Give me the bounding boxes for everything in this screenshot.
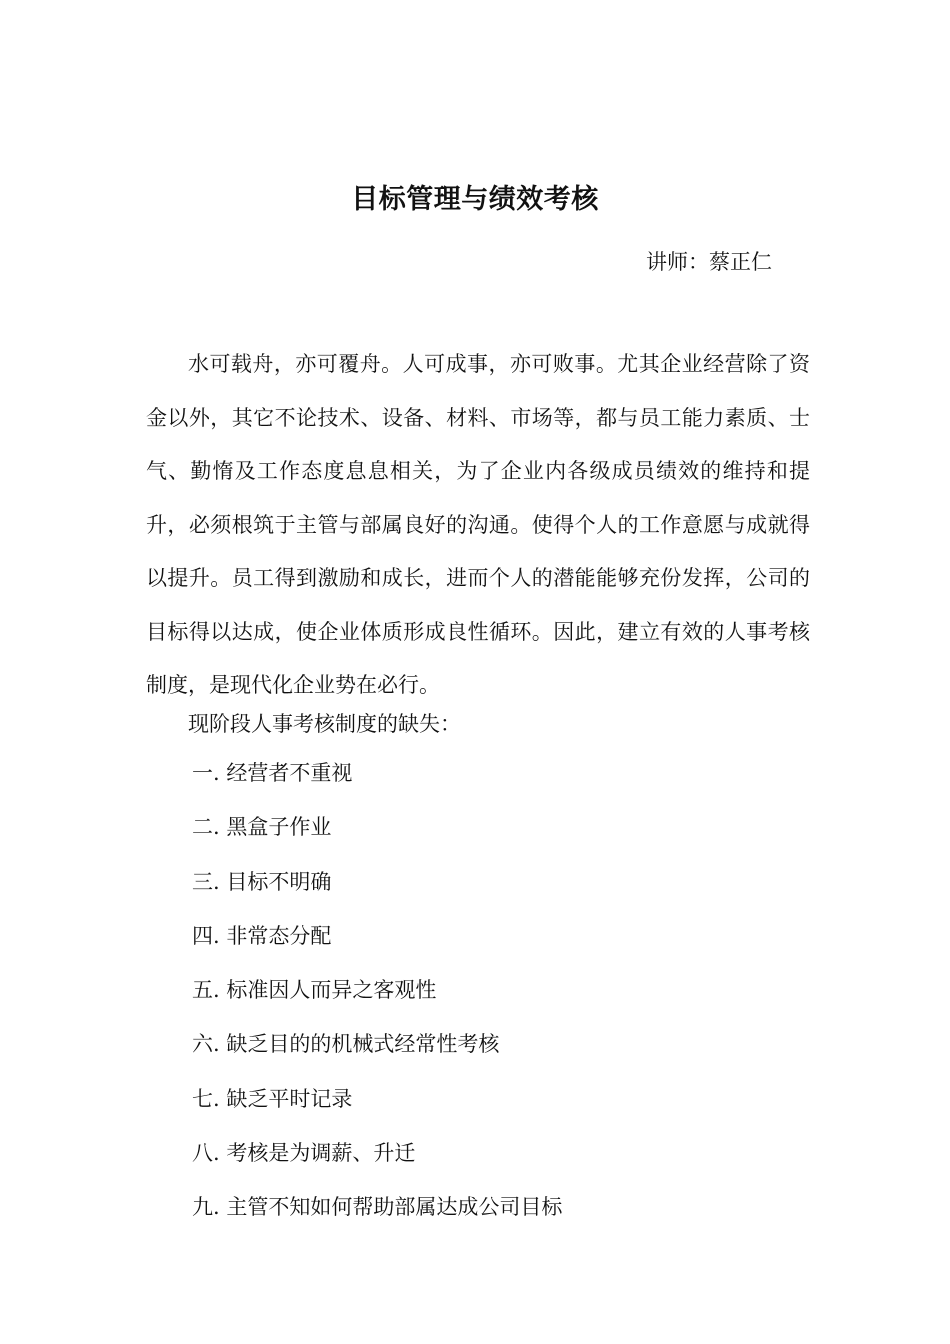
- list-item: 五. 标准因人而异之客观性: [192, 978, 437, 1003]
- lecturer-line: 讲师：蔡正仁: [646, 250, 772, 274]
- list-item: 四. 非常态分配: [192, 923, 332, 948]
- document-title: 目标管理与绩效考核: [351, 184, 599, 215]
- list-item: 九. 主管不知如何帮助部属达成公司目标: [192, 1195, 563, 1220]
- section-heading: 现阶段人事考核制度的缺失：: [188, 712, 461, 736]
- deficiency-list: [192, 758, 562, 1247]
- list-item: 六. 缺乏目的的机械式经常性考核: [192, 1032, 500, 1057]
- list-item: 七. 缺乏平时记录: [192, 1086, 353, 1111]
- list-item: 八. 考核是为调薪、升迁: [192, 1141, 416, 1166]
- list-item: 二. 黑盒子作业: [192, 815, 332, 840]
- intro-paragraph: 水可载舟，亦可覆舟。人可成事，亦可败事。尤其企业经营除了资金以外，其它不论技术、设备、材料、市场等，都与员工能力素质、士气、勤惰及工作态度息息相关，为了企业内各级成员绩效的维持和提升，必须根筑于主管与部属良好的沟通。使得个人的工作意愿与成就得以提升。员工得到激励和成长，进而个人的潜能能够充份发挥，公司的目标得以达成，使企业体质形成良性循环。因此，建立有效的人事考核制度，是现代化企业势在必行。: [146, 352, 810, 697]
- list-item: 三. 目标不明确: [192, 869, 332, 894]
- list-item: 一. 经营者不重视: [192, 761, 353, 785]
